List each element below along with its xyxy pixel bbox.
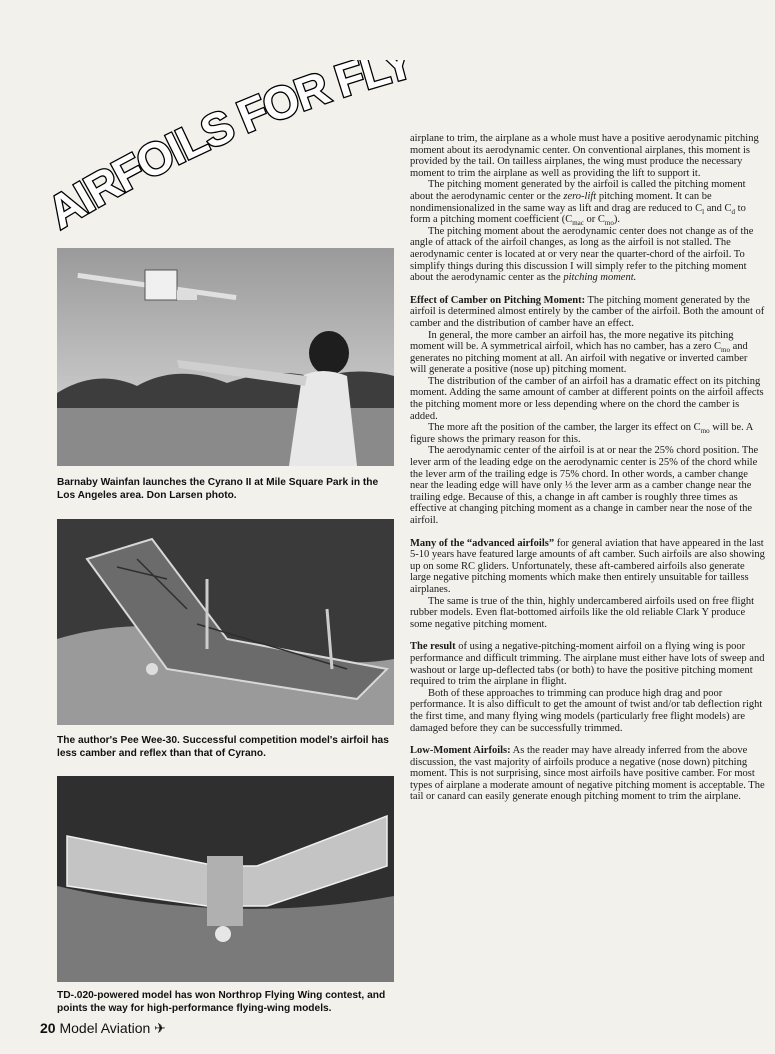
- paragraph: Effect of Camber on Pitching Moment: The pitching moment generated by the airfoil is determined almost entirely by the camber of the airfoil. Both the amount of camber and the distribution of camber have an effect.: [410, 294, 765, 329]
- article-title: [40, 60, 440, 245]
- caption-photo-2: The author's Pee Wee-30. Successful competition model's airfoil has less camber and reflex than that of Cyrano.: [57, 735, 389, 759]
- caption-photo-3: TD-.020-powered model has won Northrop Flying Wing contest, and points the way for high-performance flying-wing models.: [57, 990, 386, 1014]
- caption-photo-1: Barnaby Wainfan launches the Cyrano II at Mile Square Park in the Los Angeles area. Don Larsen photo.: [57, 477, 379, 501]
- paragraph: In general, the more camber an airfoil has, the more negative its pitching moment will be. A symmetrical airfoil, which has no camber, has a zero $C_{mo}$ and generates no pitching moment at all. An airfoil with negative or inverted camber will generate a positive (nose up) pitching moment.: [410, 329, 748, 376]
- photo-pee-wee-30: [57, 519, 394, 725]
- paragraph: Both of these approaches to trimming can produce high drag and poor performance. It is also difficult to get the amount of twist and/or tab deflection right the first time, and many flying wing models (particularly free flight models) are damaged before they can be successfully trimmed.: [410, 687, 763, 734]
- paragraph: The distribution of the camber of an airfoil has a dramatic effect on its pitching moment. Adding the same amount of camber at different points on the airfoil affects the pitching moment more or less depending where on the chord the camber is added.: [410, 375, 764, 422]
- paragraph: Low-Moment Airfoils: As the reader may have already inferred from the above discussion, the vast majority of airfoils produce a negative (nose down) pitching moment. This is not surprising, since most airfoils have positive camber. For most types of airplane a moderate amount of negative pitching moment is acceptable. The tail or canard can easily generate enough pitching moment to trim the airplane.: [410, 745, 765, 803]
- paragraph: The aerodynamic center of the airfoil is at or near the 25% chord position. The lever arm of the leading edge on the aerodynamic center is 25% of the chord while the lever arm of the trailing edge is 75% chord. In other words, a camber change near the leading edge will have only ⅓ the lever arm as a camber change near the trailing edge. Because of this, a change in aft camber is roughly three times as effective at changing pitching moment as a change in camber near the nose of the airfoil.: [410, 445, 759, 526]
- photo-cyrano-launch: [57, 248, 394, 466]
- section-heading: Many of the “advanced airfoils”: [410, 537, 555, 549]
- paragraph: The pitching moment generated by the airfoil is called the pitching moment about the aerodynamic center or the zero-lift pitching moment. It can be nondimensionalized in the same way as lift and drag are reduced to $C_l$ and $C_d$ to form a pitching moment coefficient ($C_{mac}$ or $C_{mo}$).: [410, 179, 746, 228]
- section-heading: The result: [410, 641, 456, 653]
- page-footer: [40, 1020, 166, 1037]
- title-graphic: [40, 60, 440, 245]
- paragraph: Many of the “advanced airfoils” for general aviation that have appeared in the last 5-10 years have featured large amounts of aft camber. Such airfoils are also showing up on some RC gliders. Unfortunately, these aft-cambered airfoils also generate large negative pitching moments which make then entirely unsuitable for tailless airplanes.: [410, 537, 765, 595]
- paragraph: airplane to trim, the airplane as a whole must have a positive aerodynamic pitching moment about its aerodynamic center. On conventional airplanes, this moment is provided by the tail. On tailless airplanes, the wing must produce the necessary moment to trim the airplane as well as providing the lift to support it.: [410, 133, 759, 179]
- section-heading: Effect of Camber on Pitching Moment:: [410, 294, 586, 306]
- page-number: 20: [40, 1020, 56, 1036]
- paragraph: The result of using a negative-pitching-moment airfoil on a flying wing is poor performance and difficult trimming. The airplane must either have lots of sweep and washout or large up-deflected tabs (or both) to have the positive pitching moment required to trim the airplane in flight.: [410, 641, 765, 688]
- article-body: [410, 133, 765, 803]
- magazine-name: Model Aviation: [59, 1020, 151, 1036]
- paragraph: The same is true of the thin, highly undercambered airfoils used on free flight rubber models. Even flat-bottomed airfoils like the old reliable Clark Y produce some negative pitching moment.: [410, 595, 754, 630]
- paragraph: The more aft the position of the camber, the larger its effect on $C_{mo}$ will be. A figure shows the primary reason for this.: [410, 422, 753, 445]
- paragraph: The pitching moment about the aerodynamic center does not change as of the angle of attack of the airfoil changes, as long as the airfoil is not stalled. The aerodynamic center is located at or very near the quarter-chord of the airfoil. To simplify things during this discussion I will simply refer to the pitching moment about the aerodynamic center as the pitching moment.: [410, 225, 754, 284]
- airplane-icon: ✈: [154, 1020, 166, 1036]
- title-text: AIRFOILS FOR FLY: [40, 60, 418, 239]
- section-heading: Low-Moment Airfoils:: [410, 745, 511, 757]
- svg-text:AIRFOILS FOR FLYING WINGS: [40, 60, 419, 238]
- photo-td-020-model: [57, 776, 394, 982]
